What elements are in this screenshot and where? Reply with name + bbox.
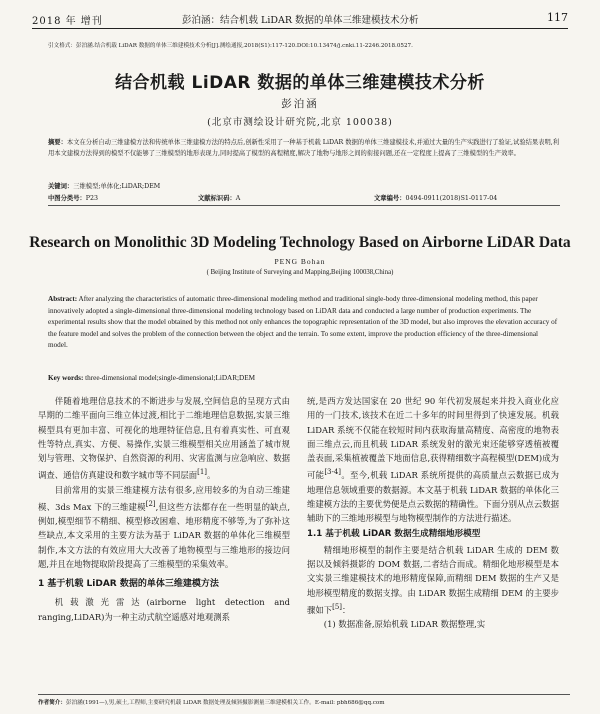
chinese-keywords xyxy=(48,181,160,190)
footnote-text: 彭泊涵(1991—),男,硕士,工程师,主要研究机载 LiDAR 数据处理及倾斜摄影测量三维建模相关工作。E-mail: pbh686@qq.com xyxy=(65,700,385,706)
article-number: 文章编号：0494-0911(2018)S1-0117-04 xyxy=(374,195,498,202)
chinese-affiliation: (北京市测绘设计研究院,北京 100038) xyxy=(207,117,393,128)
english-abstract-label: Abstract: xyxy=(48,295,78,303)
citation-format: 引文格式：彭泊涵.结合机载 LiDAR 数据的单体三维建模技术分析[J].测绘通报,2018(S1):117-120.DOI:10.13474/j.cnki.11-2246.2018.0527. xyxy=(48,43,413,49)
body-paragraph: 精细地形模型的制作主要是结合机载 LiDAR 生成的 DEM 数据以及倾斜摄影的 DOM 数据,二者结合而成。精细化地形模型是本文实景三维建模技术的地形精度保障,而精细 DEM 数据的生产又是地形模型精度的数据支撑。由 LiDAR 数据生成精细 DEM 的主要步骤如下[5]： xyxy=(307,544,559,615)
classification-line xyxy=(48,193,560,206)
english-author: PENG Bohan xyxy=(274,257,326,266)
citation-ref: [3-4] xyxy=(324,468,342,477)
chinese-keywords-text: 三维模型;单体化;LiDAR;DEM xyxy=(73,183,161,190)
citation-ref: [2] xyxy=(145,499,156,508)
issue-label: 2018 年 增刊 xyxy=(32,16,103,27)
body-paragraph: (1) 数据准备,原始机载 LiDAR 数据整理,实 xyxy=(323,619,486,630)
author-footnote xyxy=(38,694,570,712)
english-affiliation: ( Beijing Institute of Surveying and Mapping,Beijing 100038,China) xyxy=(206,269,394,276)
footnote-label: 作者简介： xyxy=(38,700,66,706)
body-paragraph: 统,是西方发达国家在 20 世纪 90 年代初发展起来并投入商业化应用的一门技术,该技术在近二十多年的时间里得到了快速发展。机载 LiDAR 系统不仅能在较短时间内获取海量高精度、高密度的地物表面三维点云,而且机载 LiDAR 系统发射的激光束还能够穿透植被覆盖表面,采集植被覆盖下地面信息,获得精细数字高程模型(DEM)成为可能[3-4]。至今,机载 LiDAR 系统所提供的高质量点云数据已成为地理信息领域重要的数据源。本文基于机载 LiDAR 数据的单体化三维建模方法的主要优势便是点云数据的精确性。下面分别从点云数据辅助下的三维地形模型与地物模型制作的方法进行描述。 xyxy=(307,396,560,524)
body-column-left xyxy=(38,394,290,624)
english-keywords-label: Key words: xyxy=(48,374,84,382)
citation-ref: [5] xyxy=(332,602,343,611)
running-head xyxy=(32,10,568,29)
chinese-keywords-label: 关键词： xyxy=(48,183,74,190)
english-title: Research on Monolithic 3D Modeling Technology Based on Airborne LiDAR Data xyxy=(29,234,571,251)
section-heading: 1 基于机载 LiDAR 数据的单体三维建模方法 xyxy=(38,579,219,590)
chinese-abstract-text: 本文在分析自动三维建模方法和传统单体三维建模方法的特点后,创新性采用了一种基于机载 LiDAR 数据的单体三维建模技术,并通过大量的生产实践进行了验证,试验结果表明,利用本文建模方法得到的模型不仅能够了三维模型的地形表现力,同时提高了模型的高程精度,解决了地物与地形之间的衔接问题,还在一定程度上提高了三维模型的生产效率。 xyxy=(48,139,560,157)
subsection-heading: 1.1 基于机载 LiDAR 数据生成精细地形模型 xyxy=(307,529,481,540)
citation-ref: [1] xyxy=(197,468,208,477)
body-paragraph: 目前常用的实景三维建模方法有很多,应用较多的为自动三维建模、3ds Max 下的三维建模[2],但这些方法都存在一些明显的缺点,例如,模型细节不精细、模型修改困难、地形精度不够等,为了弥补这些缺点,本文采用的主要方法为基于 LiDAR 数据的单体化三维模型制作,本文方法的有效应用大大改善了地物模型与三维地形的接边问题,并且在地物提取阶段提高了三维模型的采集效率。 xyxy=(38,484,290,569)
running-title: 彭泊涵：结合机载 LiDAR 数据的单体三维建模技术分析 xyxy=(182,15,419,26)
english-abstract xyxy=(48,294,558,352)
clc-number: 中图分类号：P23 xyxy=(48,195,99,202)
document-code: 文献标识码：A xyxy=(198,195,241,202)
page-number: 117 xyxy=(547,11,568,24)
body-paragraph: 机载激光雷达(airborne light detection and ranging,LiDAR)为一种主动式航空遥感对地观测系 xyxy=(38,597,290,622)
chinese-abstract-label: 摘要： xyxy=(48,139,67,146)
body-column-right xyxy=(307,394,559,631)
body-paragraph: 伴随着地理信息技术的不断进步与发展,空间信息的呈现方式由早期的二维平面向三维立体过渡,相比于二维地理信息数据,实景三维模型具有更加丰富、可视化的地理特征信息,且有着真实性、可直观性等特点,真实、方便、易操作,实景三维模型相关应用涵盖了城市规划与管理、文物保护、自然资源的利用、灾害监测与应急响应、数据调查、通信仿真建设和数字城市等不同层面[1]。 xyxy=(38,396,290,481)
english-abstract-text: After analyzing the characteristics of automatic three-dimensional modeling method and traditional single-body three-dimensional modeling method, this paper innovatively adopted a single-dimensional three-dimensional modeling technology based on LiDAR data and conducted a large number of production experiments. The experimental results show that the model obtained by this method not only enhances the topographic representation of the 3D model, but also improves the elevation accuracy of the feature model and solves the problem of the connection between the object and the terrain. To some extent, improve the production efficiency of the three-dimensional model. xyxy=(48,295,558,350)
chinese-author: 彭泊涵 xyxy=(281,98,319,110)
chinese-abstract xyxy=(48,138,560,159)
chinese-title: 结合机载 LiDAR 数据的单体三维建模技术分析 xyxy=(115,73,485,93)
english-keywords xyxy=(48,374,255,382)
english-keywords-text: three-dimensional model;single-dimensional;LiDAR;DEM xyxy=(85,374,256,382)
